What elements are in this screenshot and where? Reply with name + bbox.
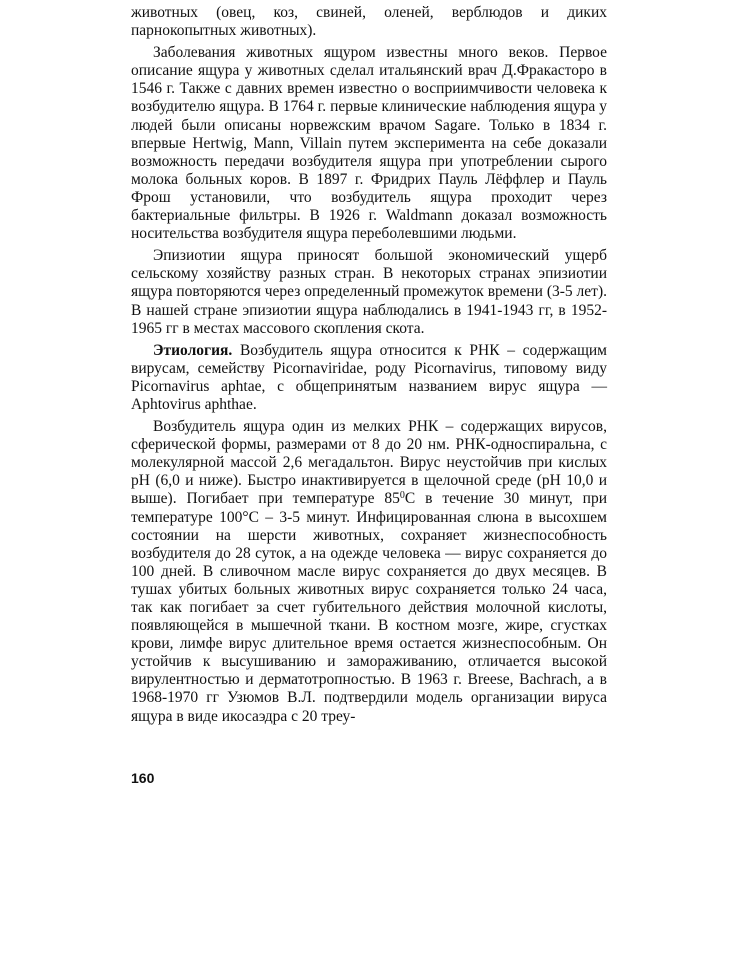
paragraph-continuation: животных (овец, коз, свиней, оленей, верблюдов и диких парнокопытных животных).: [131, 4, 607, 40]
virus-properties-text-after: С в течение 30 минут, при температуре 100°С – 3-5 минут. Инфицированная слюна в высохшем состоянии на шерсти животных, сохраняет жизнеспособность возбудителя до 28 суток, а на одежде человека — вирус сохраняется до 100 дней. В сливочном масле вирус сохраняется до двух месяцев. В тушах убитых больных животных вирус сохраняется только 24 часа, так как погибает за счет губительного действия молочной кислоты, появляющейся в мышечной ткани. В костном мозге, жире, сгустках крови, лимфе вирус длительное время остается жизнеспособным. Он устойчив к высушиванию и замораживанию, отличается высокой вирулентностью и дерматотропностью. В 1963 г. Breese, Bachrach, а в 1968-1970 гг Узюмов В.Л. подтвердили модель организации вируса ящура в виде икосаэдра с 20 треу-: [131, 490, 607, 725]
virus-properties-text-before: Возбудитель ящура один из мелких РНК – содержащих вирусов, сферической формы, размерами от 8 до 20 нм. РНК-односпиральна, с молекулярной массой 2,6 мегадальтон. Вирус неустойчив при кислых pH (6,0 и ниже). Быстро инактивируется в щелочной среде (pH 10,0 и выше). Погибает при температуре 85: [131, 418, 607, 508]
paragraph-virus-properties: [131, 418, 607, 726]
degree-superscript: 0: [399, 490, 405, 502]
paragraph-epizootics: Эпизиотии ящура приносят большой экономический ущерб сельскому хозяйству разных стран. В некоторых странах эпизиотии ящура повторяются через определенный промежуток времени (3-5 лет). В нашей стране эпизиотии ящура наблюдались в 1941-1943 гг, в 1952-1965 гг в местах массового скопления скота.: [131, 247, 607, 337]
section-heading-etiology: Этиология.: [153, 341, 233, 359]
paragraph-etiology: [131, 342, 607, 414]
page-number: 160: [131, 770, 155, 786]
paragraph-etiology-text: Возбудитель ящура относится к РНК – содержащим вирусам, семейству Picornaviridae, роду Picornavirus, типовому виду Picornavirus aphtae, с общепринятым названием вирус ящура — Aphtovirus aphthae.: [131, 341, 607, 413]
paragraph-history: Заболевания животных ящуром известны много веков. Первое описание ящура у животных сделал итальянский врач Д.Фракасторо в 1546 г. Также с давних времен известно о восприимчивости человека к возбудителю ящура. В 1764 г. первые клинические наблюдения ящура у людей были описаны норвежским врачом Sagare. Только в 1834 г. впервые Hertwig, Mann, Villain путем эксперимента на себе доказали возможность передачи возбудителя ящура при употреблении сырого молока больных коров. В 1897 г. Фридрих Пауль Лёффлер и Пауль Фрош установили, что возбудитель ящура проходит через бактериальные фильтры. В 1926 г. Waldmann доказал возможность носительства возбудителя ящура переболевшими людьми.: [131, 44, 607, 243]
page-text: [131, 4, 607, 730]
